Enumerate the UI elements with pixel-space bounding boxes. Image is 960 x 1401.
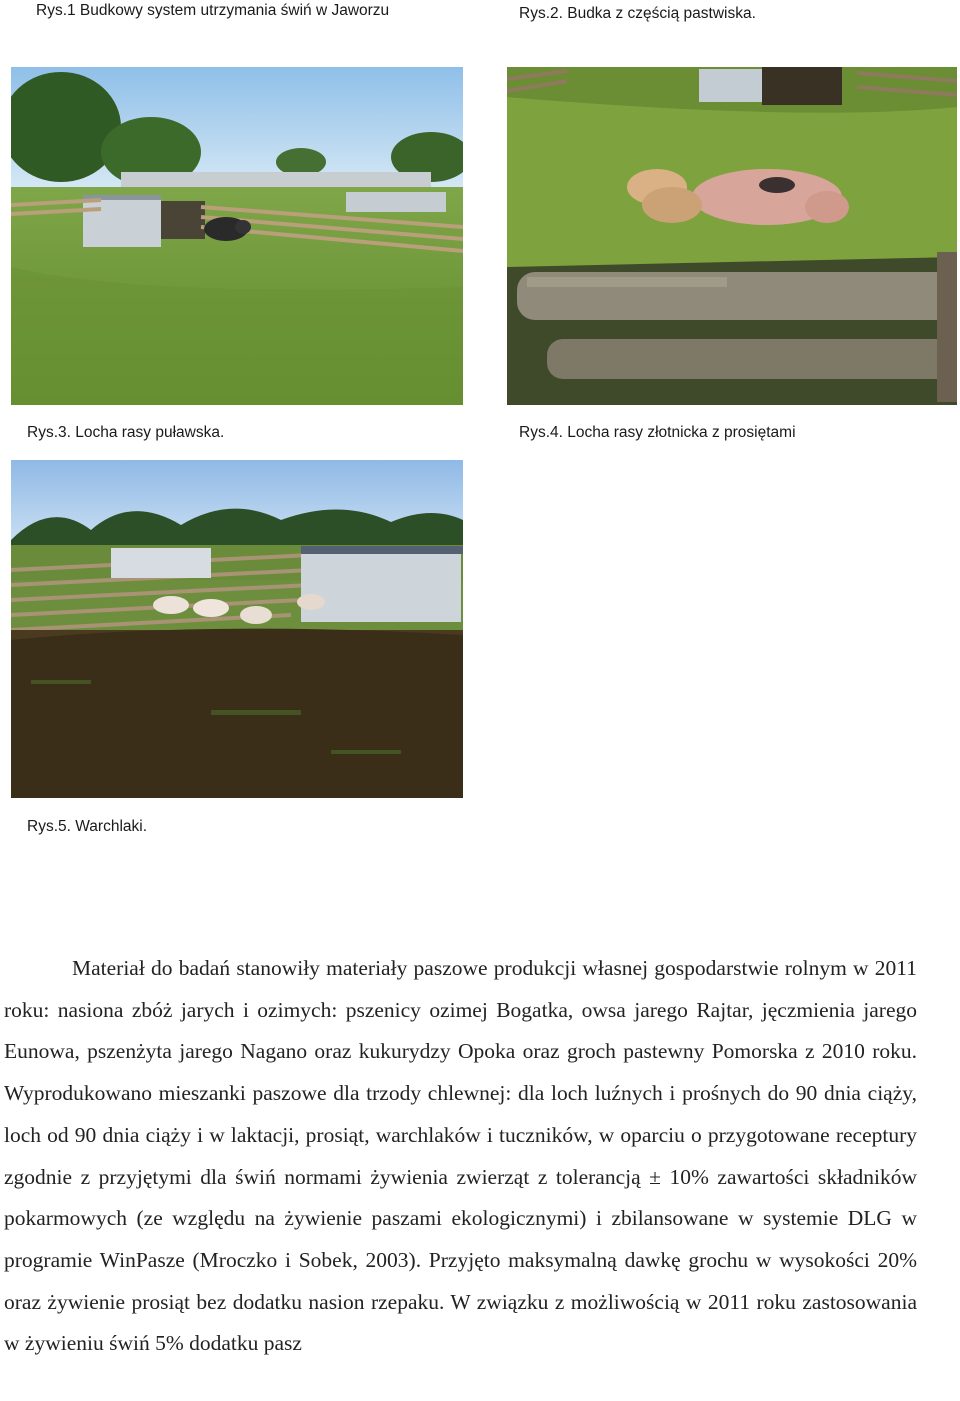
figure-5-photo-weaners <box>11 460 463 798</box>
figure-2-caption: Rys.2. Budka z częścią pastwiska. <box>519 5 756 22</box>
figure-3-photo-pig-and-shed <box>11 67 463 405</box>
body-paragraph: Materiał do badań stanowiły materiały paszowe produkcji własnej gospodarstwie rolnym w 2011 roku: nasiona zbóż jarych i ozimych: pszenicy ozimej Bogatka, owsa jarego Rajtar, jęczmienia jarego Eunowa, pszenżyta jarego Nagano oraz kukurydzy Opoka oraz groch pastewny Pomorska z 2010 roku. Wyprodukowano mieszanki paszowe dla trzody chlewnej: dla loch luźnych i prośnych do 90 dnia ciąży, loch od 90 dnia ciąży i w laktacji, prosiąt, warchlaków i tuczników, w oparciu o przygotowane receptury zgodnie z przyjętymi dla świń normami żywienia zwierząt z tolerancją ± 10% zawartości składników pokarmowych (ze względu na żywienie paszami ekologicznymi) i zbilansowane w systemie DLG w programie WinPasze (Mroczko i Sobek, 2003). Przyjęto maksymalną dawkę grochu w wysokości 20% oraz żywienie prosiąt bez dodatku nasion rzepaku. W związku z możliwością w 2011 roku zastosowania w żywieniu świń 5% dodatku pasz <box>4 956 917 1356</box>
figure-3-caption: Rys.3. Locha rasy puławska. <box>27 424 225 441</box>
figure-4-photo-sow-with-piglets <box>507 67 957 405</box>
figure-1-caption: Rys.1 Budkowy system utrzymania świń w Jaworzu <box>36 2 390 19</box>
figure-5-caption: Rys.5. Warchlaki. <box>27 818 148 835</box>
figure-4-caption: Rys.4. Locha rasy złotnicka z prosiętami <box>519 424 796 441</box>
